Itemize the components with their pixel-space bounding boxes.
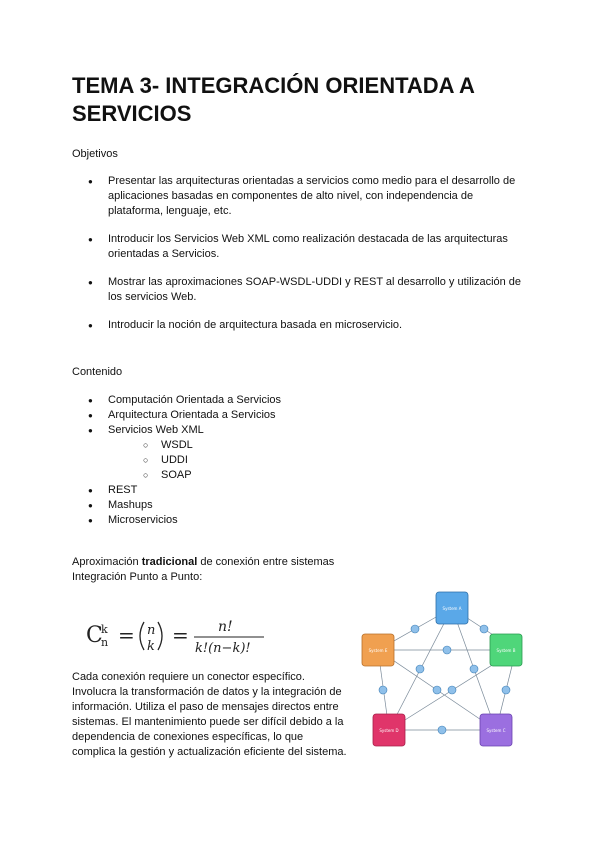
formula-numerator: n!: [218, 619, 233, 635]
objective-item: ● Mostrar las aproximaciones SOAP-WSDL-UDDI y REST al desarrollo y utilización de los servicios Web.: [88, 275, 528, 305]
content-subitem: ○ WSDL: [143, 438, 388, 453]
system-b-node: [490, 634, 522, 666]
objective-item: ● Introducir la noción de arquitectura basada en microservicio.: [88, 318, 528, 333]
svg-text:System B: System B: [496, 648, 516, 653]
system-a-node: [436, 592, 468, 624]
svg-text:System D: System D: [379, 728, 399, 733]
contents-heading: Contenido: [72, 366, 123, 378]
contents-list: [88, 393, 388, 528]
objective-item: ● Presentar las arquitecturas orientadas a servicios como medio para el desarrollo de aplicaciones basadas en componentes de alto nivel, con independencia de plataforma, lenguaje, etc.: [88, 174, 528, 219]
objective-item: ● Introducir los Servicios Web XML como realización destacada de las arquitecturas orientadas a Servicios.: [88, 232, 528, 262]
formula-c: C: [86, 623, 103, 648]
svg-text:System E: System E: [368, 648, 388, 653]
objectives-list: [88, 174, 528, 346]
content-item: [88, 423, 388, 483]
content-item: ● Mashups: [88, 498, 388, 513]
page-title: TEMA 3- INTEGRACIÓN ORIENTADA A SERVICIOS: [72, 73, 475, 126]
contents-sublist: [143, 438, 388, 483]
description-paragraph: Cada conexión requiere un conector específico. Involucra la transformación de datos y la integración de información. Utiliza el paso de mensajes directos entre sistemas. El mantenimiento puede ser difícil debido a la dependencia de conexiones específicas, lo que complica la gestión y actualización eficiente del sistema.: [72, 671, 347, 758]
system-e-node: [362, 634, 394, 666]
combination-formula: [86, 612, 286, 660]
system-d-node: [373, 714, 405, 746]
formula-sub: n: [101, 636, 109, 649]
content-item: ● Microservicios: [88, 513, 388, 528]
svg-text:System C: System C: [486, 728, 506, 733]
intro-suffix: de conexión entre sistemas: [197, 556, 335, 568]
intro-bold: tradicional: [141, 556, 198, 568]
binom-top: n: [147, 623, 156, 638]
content-item: ● Computación Orientada a Servicios: [88, 393, 388, 408]
content-item-label: Servicios Web XML: [108, 424, 204, 436]
svg-text:=: =: [118, 623, 135, 647]
content-item: ● REST: [88, 483, 388, 498]
svg-text:System A: System A: [442, 606, 462, 611]
formula-sup: k: [101, 623, 108, 636]
connection-lines: [378, 608, 516, 730]
intro-prefix: Aproximación: [72, 556, 142, 568]
objectives-heading: Objetivos: [72, 148, 118, 160]
point-to-point-diagram: [356, 588, 526, 752]
content-subitem: ○ UDDI: [143, 453, 388, 468]
svg-text:=: =: [172, 623, 189, 647]
system-c-node: [480, 714, 512, 746]
binom-bottom: k: [147, 639, 155, 654]
intro-text: [72, 555, 362, 585]
content-item: ● Arquitectura Orientada a Servicios: [88, 408, 388, 423]
content-subitem: ○ SOAP: [143, 468, 388, 483]
intro-line2: Integración Punto a Punto:: [72, 571, 203, 583]
formula-denominator: k!(n−k)!: [195, 641, 251, 656]
